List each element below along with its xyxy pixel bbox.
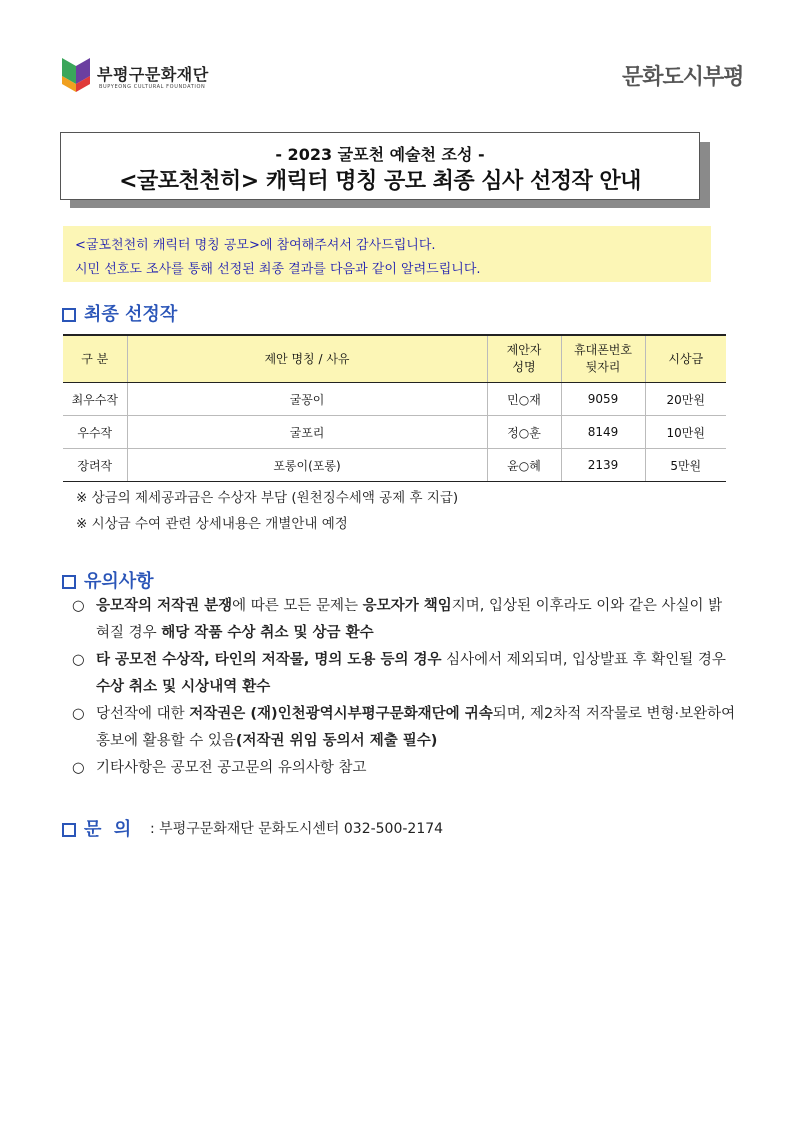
cell-name: 포롱이(포롱): [127, 449, 487, 482]
winners-table: [63, 334, 726, 482]
page-subtitle: - 2023 굴포천 예술천 조성 -: [275, 145, 485, 164]
city-logo: 문화도시부평: [622, 65, 744, 90]
caution-text: 당선작에 대한: [96, 706, 190, 722]
cell-name: 굴꽁이: [127, 383, 487, 416]
circle-bullet-icon: ○: [72, 706, 85, 722]
caution-emphasis: 타 공모전 수상작, 타인의 저작물, 명의 도용 등의 경우: [96, 652, 442, 668]
caution-item: [72, 755, 736, 782]
cell-proposer: 윤○혜: [487, 449, 561, 482]
cell-phone: 2139: [561, 449, 645, 482]
circle-bullet-icon: ○: [72, 652, 85, 668]
header-phone-line: 휴대폰번호: [574, 343, 632, 357]
section-heading-cautions: [62, 567, 154, 593]
prize-tax-note: ※ 상금의 제세공과금은 수상자 부담 (원천징수세액 공제 후 지급): [76, 490, 459, 506]
header-prize: 시상금: [645, 335, 726, 383]
header-phone: [561, 335, 645, 383]
cell-prize: 5만원: [645, 449, 726, 482]
notice-line: <굴포천천히 캐릭터 명칭 공모>에 참여해주셔서 감사드립니다.: [75, 238, 436, 253]
contact-info: : 부평구문화재단 문화도시센터 032-500-2174: [150, 821, 444, 837]
table-header-row: [63, 335, 726, 383]
cell-proposer: 민○재: [487, 383, 561, 416]
caution-emphasis: 저작권은 (재)인천광역시부평구문화재단에 귀속: [189, 706, 493, 722]
section-title: 유의사항: [84, 571, 154, 592]
notice-line: 시민 선호도 조사를 통해 선정된 최종 결과를 다음과 같이 알려드립니다.: [75, 262, 481, 277]
caution-item: [72, 647, 736, 701]
caution-emphasis: 해당 작품 수상 취소 및 상금 환수: [161, 625, 374, 641]
caution-emphasis: 수상 취소 및 시상내역 환수: [96, 679, 271, 695]
caution-item: [72, 593, 736, 647]
caution-text: 심사에서 제외되며, 입상발표 후 확인될 경우: [441, 652, 726, 668]
checkbox-square-icon: [62, 575, 76, 589]
cell-phone: 9059: [561, 383, 645, 416]
checkbox-square-icon: [62, 308, 76, 322]
header-proposer: [487, 335, 561, 383]
checkbox-square-icon: [62, 823, 76, 837]
cell-proposer: 정○훈: [487, 416, 561, 449]
cell-category: 장려작: [63, 449, 127, 482]
caution-text: 되며, 제2차적 저작물로 변형·보완하여 홍보에 활용할 수 있음: [96, 706, 736, 749]
foundation-name-en: BUPYEONG CULTURAL FOUNDATION: [99, 84, 206, 90]
caution-text: 기타사항은 공모전 공고문의 유의사항 참고: [96, 760, 367, 776]
section-heading-winners: [62, 300, 177, 326]
cell-prize: 10만원: [645, 416, 726, 449]
caution-emphasis: (저작권 위임 동의서 제출 필수): [235, 733, 438, 749]
header-phone-line: 뒷자리: [585, 360, 621, 374]
caution-emphasis: 응모작의 저작권 분쟁: [96, 598, 233, 614]
cell-category: 최우수작: [63, 383, 127, 416]
caution-item: [72, 701, 736, 755]
header-proposer-line: 성명: [512, 360, 536, 374]
table-row: [63, 383, 726, 416]
header-name: 제안 명칭 / 사유: [127, 335, 487, 383]
section-title: 최종 선정작: [84, 304, 178, 325]
cell-prize: 20만원: [645, 383, 726, 416]
prize-detail-note: ※ 시상금 수여 관련 상세내용은 개별안내 예정: [76, 516, 348, 532]
header-proposer-line: 제안자: [506, 343, 542, 357]
notice-box: [63, 226, 711, 282]
caution-text: 에 따른 모든 문제는: [232, 598, 363, 614]
contact-label: 문 의: [84, 819, 132, 840]
table-row: [63, 416, 726, 449]
contact-heading: [62, 815, 131, 841]
cell-category: 우수작: [63, 416, 127, 449]
caution-text: 지며, 입상된 이후라도 이와 같은 사실이 밝혀질 경우: [96, 598, 723, 641]
cell-name: 굴포리: [127, 416, 487, 449]
page-title: <굴포천천히> 캐릭터 명칭 공모 최종 심사 선정작 안내: [119, 169, 641, 194]
foundation-logo-icon: [62, 58, 90, 92]
table-row: [63, 449, 726, 482]
foundation-name: 부평구문화재단: [97, 65, 209, 84]
cell-phone: 8149: [561, 416, 645, 449]
header-category: 구 분: [63, 335, 127, 383]
caution-emphasis: 응모자가 책임: [362, 598, 452, 614]
circle-bullet-icon: ○: [72, 760, 85, 776]
circle-bullet-icon: ○: [72, 598, 85, 614]
